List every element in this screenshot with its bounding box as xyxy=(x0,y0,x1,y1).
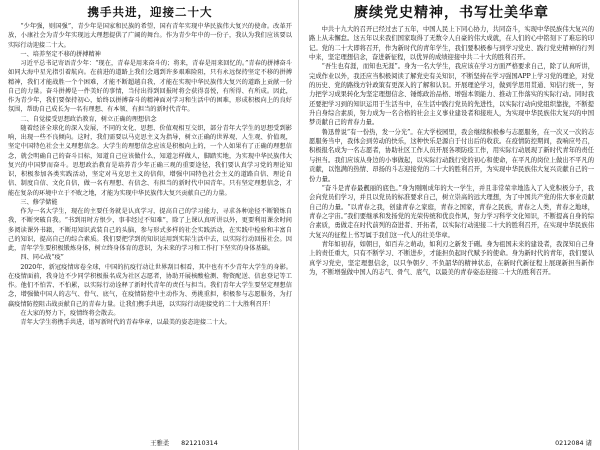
left-essay-body xyxy=(8,22,292,327)
left-paragraph: 随着经济全球化的深入发展，不同的文化、思想、价值观相互交织，部分青年大学生的思想受到影响，出现一些不良倾向。这时，我们需要以马克思主义为指导，树立正确的世界观、人生观、价值观，坚定中国特色社会主义理想信念。大学生的理想信念应该是积极向上的，一个人如果有了正确的理想信念，就会明确自己的奋斗目标，知道自己应该做什么，知道怎样做人，脚踏实地，为实现中华民族伟大复兴的中国梦而奋斗。思想政治教育是培养青少年正确三观的重要途径，我们要认真学习党的理论知识，积极参加各类实践活动，坚定对马克思主义的信仰，增强中国特色社会主义的道路自信、理论自信、制度自信、文化自信，做一名有理想、有信念、有担当的新时代中国青年。只有坚定理想信念，才能在复杂的环境中立于不败之地，才能为实现中华民族伟大复兴贡献自己的力量。 xyxy=(8,124,292,197)
left-paragraph: 2020年，新冠疫情席卷全球，中国的抗疫行动让世界刮目相看，其中也有不少青年大学生的身影。在疫情面前，我身边不少同学积极报名成为社区志愿者，协助开展核酸检测、物资配送、信息登记等工作。他们不怕苦、不怕累，以实际行动诠释了新时代青年的责任与担当。我们青年大学生要坚定理想信念，增强做中国人的志气、骨气、底气，在疫情防控中主动作为、勇挑重担，积极参与志愿服务，为打赢疫情防控阻击战贡献自己的青春力量。让我们携手共进，以实际行动迎接党的二十大胜利召开！ xyxy=(8,263,292,308)
right-paragraph: 青年如初春，如朝日，如百卉之萌动，如利刃之新发于硎。身为祖国未来的建设者，我深知自己身上的责任重大，只有不断学习、不断进步，才能担负起时代赋予的使命。身为新时代的青年，我们要认真学习党史，坚定理想信念，以只争朝夕、不负韶华的精神状态，在新时代新征程上展现新担当新作为，不断增强做中国人的志气、骨气、底气，以最美的青春姿态迎接二十大的胜利召开。 xyxy=(309,240,594,276)
right-essay-title: 赓续党史精神，书写壮美华章 xyxy=(354,5,549,21)
right-paragraph: 中共十九大的召开已经过去了五年，中国人民上下同心协力，共同奋斗，实现中华民族伟大复兴的路上从未懈怠。这五年以来我们国家取得了无数令人自豪的伟大成就，在人们的心中铭刻下了难忘的印记。党的二十大即将召开，作为新时代的青年学生，我们要积极参与到学习党史、践行党史精神的行列中来，坚定理想信念，奋进新征程，以优异的成绩迎接中共二十大的胜利召开。 xyxy=(309,26,594,62)
right-essay-body xyxy=(309,25,594,277)
student-id: 821210314 xyxy=(181,439,218,447)
right-paragraph: “吾生也有涯，而知也无涯”。身为一名大学生，我应该在学习方面严格要求自己，除了认真听讲，完成作业以外，我还应当积极阅读了解党史有关知识，不断坚持在学习强国APP上学习党的理论，对党的历史、党的路线方针政策有更深入的了解和认识。开展理论学习，做到学思用贯通、知信行统一，努力把学习成果转化为坚定理想信念、锤炼政治品格、增强本领能力、推动工作落实的实际行动。同时我还要把学习到的知识运用于生活当中，在生活中践行党员的先进性，以实际行动向党组织靠拢，不断提升自身综合素质，努力成为一名合格的社会主义事业建设者和接班人，为实现中华民族伟大复兴的中国梦贡献自己的青春力量。 xyxy=(309,63,594,127)
right-author-line xyxy=(555,439,592,448)
left-essay-title: 携手共进，迎接二十大 xyxy=(87,5,213,19)
left-paragraph: 作为一名大学生，现在的主要任务就是认真学习，提高自己的学习能力，寻求各种途径不断锻炼自我，不断突破自我。“书到用时方恨少，事非经过不知难”，除了上课认真听讲以外，更要利用课余时间多阅读课外书籍，不断用知识武装自己的头脑，参与形式多样的社会实践活动，在实践中检验和丰富自己的知识，提高自己的综合素质。我们要把学到的知识运用到实际生活中去，以实际行动回报社会。因此，青年学生要积极锻炼身体，树立终身体育的意识，为未来的学习和工作打下坚实的身体基础。 xyxy=(8,208,292,252)
left-paragraph: 在大家的努力下，疫情终将会散去。 xyxy=(20,309,120,317)
right-essay-page xyxy=(301,0,600,450)
right-paragraph: 鲁迅曾说“有一份热，发一分光”。在大学校园里，我会继续积极参与志愿服务，在一次又一次的志愿服务当中，我体会到劳动的快乐，这种快乐是源自于付出后的收获。在疫情防控期间，我响应号召，积极报名成为一名志愿者，协助社区工作人员开展各项防疫工作，用实际行动展现了新时代青年的责任与担当。我们应该从身边的小事做起，以实际行动践行党的初心和使命，在平凡的岗位上做出不平凡的贡献，以饱满的热情、昂扬的斗志迎接党的二十大的胜利召开，为实现中华民族伟大复兴贡献自己的一份力量。 xyxy=(309,128,594,183)
left-section-heading: 四、同心战“疫” xyxy=(20,254,64,262)
right-paragraph: “奋斗是青春最靓丽的底色。”身为刚刚成年的大一学生，并且非常荣幸地选入了入党积极分子，我会向党员们学习，并且以党员的标准要求自己，树立崇高的远大理想，为了中国共产党的伟大事业贡献自己的力量。“以青春之我，创建青春之家庭，青春之国家，青春之民族，青春之人类，青春之地球，青春之宇宙。”我们要继承和发扬党的光荣传统和优良作风，努力学习科学文化知识，不断提高自身的综合素质，勇做走在时代前列的奋进者、开拓者，以实际行动迎接二十大的胜利召开，在实现中华民族伟大复兴的征程上书写属于我们这一代人的壮美华章。 xyxy=(309,184,594,239)
left-essay-page xyxy=(0,0,299,450)
left-paragraph: “少年强，则国强”，青少年是国家和民族的希望，国有青年实现中华民族伟大复兴的使命。改革开放，小康社会为青少年实现远大理想提供了广阔的舞台。作为青少年中的一份子，我认为我们应该要以实际行动迎接二十大。 xyxy=(8,23,292,49)
left-paragraph: 青年大学生将携手共进，谱写新时代的青春华章，以最美的姿态迎接二十大。 xyxy=(20,319,231,326)
left-section-heading: 三、修学储能 xyxy=(20,198,58,206)
student-id: 0212084 诸 xyxy=(555,439,592,447)
left-section-heading: 一、培养坚定不移的拼搏精神 xyxy=(20,50,101,58)
left-section-heading: 二、自觉接受思想政治教育，树立正确的理想信念 xyxy=(20,115,157,123)
left-author-line xyxy=(150,439,218,448)
author-name: 王雅柔 xyxy=(150,439,170,447)
left-paragraph: 习近平总书记寄语青少年：“现在，青春是用来奋斗的；将来，青春是用来回忆的。”青春的拼搏奋斗如同大海中星光指引着航向。在前进的道路上我们会遇到许多艰难险阻，只有永远保持坚定不移的拼搏精神，我们才能战胜一个个困难，才能不断超越自我，才能在实现中华民族伟大复兴的道路上贡献一份自己的力量。奋斗拼搏是一件美好的事情，当付出得到回报时将会获得喜悦，有所得、有所成。因此，作为青少年，我们要保持初心，始终以拼搏奋斗的精神面对学习和生活中的困难，形成积极向上的良好氛围，帮助自己成长为一名有理想、有本领、有担当的新时代青年。 xyxy=(8,60,292,114)
